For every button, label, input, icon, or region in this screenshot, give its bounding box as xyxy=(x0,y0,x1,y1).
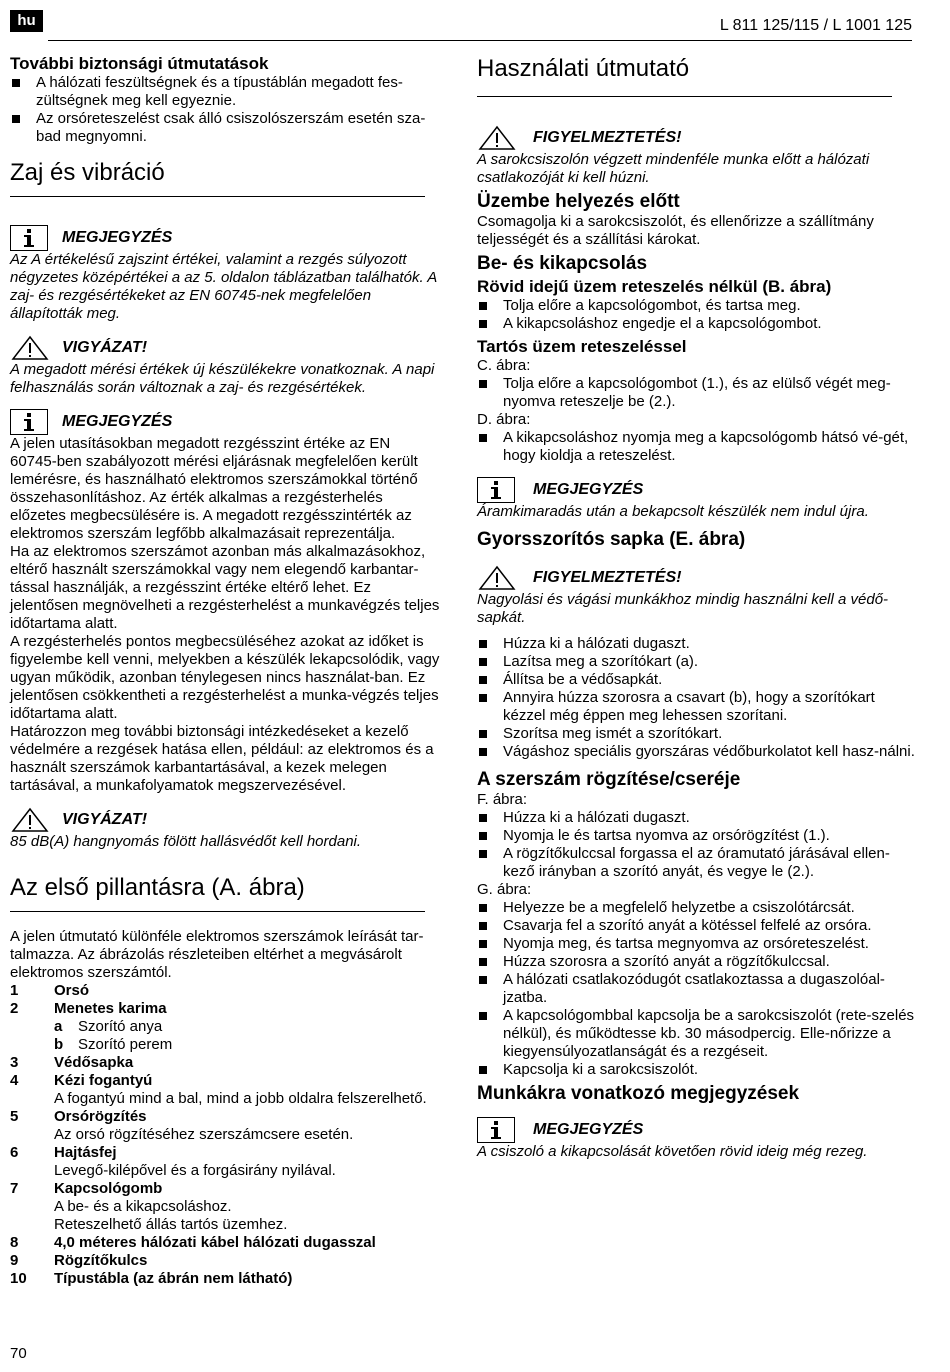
warning-triangle-icon xyxy=(10,807,50,833)
part-name: Rögzítőkulcs xyxy=(54,1252,148,1269)
part-number: 9 xyxy=(10,1252,19,1269)
section-rule xyxy=(10,196,425,197)
part-description: Az orsó rögzítéséhez szerszámcsere esetén. xyxy=(54,1126,354,1143)
note-text: A csiszoló a kikapcsolását követően rövid ideig még rezeg. xyxy=(477,1143,868,1160)
part-number: 3 xyxy=(10,1054,19,1071)
part-description: Reteszelhető állás tartós üzemhez. xyxy=(54,1216,288,1233)
figure-reference: C. ábra: xyxy=(477,357,531,374)
note-header xyxy=(10,409,440,435)
short-operation-title: Rövid idejű üzem reteszelés nélkül (B. ábra) xyxy=(477,277,832,296)
caution-header xyxy=(10,807,440,833)
figure-reference: F. ábra: xyxy=(477,791,528,808)
continuous-operation-title: Tartós üzem reteszeléssel xyxy=(477,337,687,356)
startup-text: Csomagolja ki a sarokcsiszolót, és ellenőrizze a szállítmány teljességét és a szállítási károkat. xyxy=(477,213,874,248)
caution-label: VIGYÁZAT! xyxy=(62,339,148,356)
noise-title: Zaj és vibráció xyxy=(10,159,165,186)
part-description: A be- és a kikapcsoláshoz. xyxy=(54,1198,232,1215)
page-number: 70 xyxy=(10,1345,27,1362)
vibration-paragraph: Határozzon meg további biztonsági intézkedéseket a kezelő védelmére a rezgések hatása ellen, például: az elektromos és a használt szerszámok karbantartásával, a kezek melegen tartásával, a munkafolyamatok megszervezésével. xyxy=(10,723,434,794)
note-label: MEGJEGYZÉS xyxy=(533,481,644,498)
chuck-title: Gyorsszorítós sapka (E. ábra) xyxy=(477,529,746,550)
vibration-paragraph: Ha az elektromos szerszámot azonban más alkalmazásokhoz, eltérő használt szerszámokkal vagy nem elegendő karbantar-tással használják, a rezgésszint értéke eltérő lehet. Ez jelentősen megnövelheti a rezgésterhelést a munkavégzés teljes időtartama alatt. xyxy=(10,543,440,632)
list-item: Szorítsa meg ismét a szorítókart. xyxy=(477,725,917,743)
list-item: Nyomja le és tartsa nyomva az orsórögzítést (1.). xyxy=(477,827,917,845)
part-name: Kapcsológomb xyxy=(54,1180,163,1197)
info-icon xyxy=(10,409,48,435)
note-label: MEGJEGYZÉS xyxy=(62,413,173,430)
part-number: 5 xyxy=(10,1108,19,1125)
list-item xyxy=(10,1000,440,1018)
work-notes-title: Munkákra vonatkozó megjegyzések xyxy=(477,1083,800,1104)
list-item xyxy=(10,1054,440,1072)
list-item: Állítsa be a védősapkát. xyxy=(477,671,917,689)
sub-item xyxy=(10,1036,440,1054)
list-item: Tolja előre a kapcsológombot, és tartsa meg. xyxy=(477,297,917,315)
list-item: Lazítsa meg a szorítókart (a). xyxy=(477,653,917,671)
startup-title: Üzembe helyezés előtt xyxy=(477,191,680,212)
list-item xyxy=(10,1144,440,1162)
language-badge: hu xyxy=(10,10,43,32)
part-name: Menetes karima xyxy=(54,1000,167,1017)
left-column xyxy=(10,54,440,1288)
model-number: L 811 125/115 / L 1001 125 xyxy=(719,17,912,34)
caution-header xyxy=(10,335,440,361)
figure-reference: G. ábra: xyxy=(477,881,532,898)
part-name: Kézi fogantyú xyxy=(54,1072,153,1089)
warning-triangle-icon xyxy=(10,335,50,361)
list-item xyxy=(10,1270,440,1288)
caution-text: 85 dB(A) hangnyomás fölött hallásvédőt kell hordani. xyxy=(10,833,362,850)
vibration-paragraph: A jelen utasításokban megadott rezgésszint értéke az EN 60745-ben szabályozott mérési eljárásnak megfelelően került lemérésre, és használható elektromos szerszámokkal történő összehasonlításhoz. Az érték alkalmas a rezgésterhelés előzetes megbecsülésére is. A megadott rezgésszintérték az elektromos szerszám legfőbb alkalmazásait reprezentálja. xyxy=(10,435,418,542)
right-column xyxy=(477,54,917,1161)
list-item: A hálózati csatlakozódugót csatlakoztassa a dugaszolóal-jzatba. xyxy=(477,971,917,1007)
part-number: 4 xyxy=(10,1072,19,1089)
note-label: MEGJEGYZÉS xyxy=(533,1121,644,1138)
part-number: 2 xyxy=(10,1000,19,1017)
list-item: Csavarja fel a szorító anyát a kötéssel felfelé az orsóra. xyxy=(477,917,917,935)
list-item: Vágáshoz speciális gyorszáras védőburkolatot kell hasz-nálni. xyxy=(477,743,917,761)
sub-value: Szorító anya xyxy=(78,1018,163,1035)
part-name: 4,0 méteres hálózati kábel hálózati dugasszal xyxy=(54,1234,376,1251)
header-rule xyxy=(48,40,912,41)
sub-value: Szorító perem xyxy=(78,1036,173,1053)
list-item: Húzza ki a hálózati dugaszt. xyxy=(477,635,917,653)
part-name: Hajtásfej xyxy=(54,1144,117,1161)
list-item: A rögzítőkulccsal forgassa el az óramutató járásával ellen-kező irányban a szorító anyát, és vegye le (2.). xyxy=(477,845,917,881)
part-name: Orsórögzítés xyxy=(54,1108,147,1125)
safety-list xyxy=(10,74,440,146)
part-number: 8 xyxy=(10,1234,19,1251)
list-item: Kapcsolja ki a sarokcsiszolót. xyxy=(477,1061,917,1079)
continuous-list xyxy=(477,429,917,465)
part-name: Típustábla (az ábrán nem látható) xyxy=(54,1270,293,1287)
list-item: Húzza szorosra a szorító anyát a rögzítőkulccsal. xyxy=(477,953,917,971)
list-item xyxy=(10,1072,440,1090)
list-item xyxy=(10,1108,440,1126)
part-number: 6 xyxy=(10,1144,19,1161)
note-header xyxy=(10,225,440,251)
usage-title: Használati útmutató xyxy=(477,55,690,82)
list-item: Húzza ki a hálózati dugaszt. xyxy=(477,809,917,827)
tool-list-g xyxy=(477,899,917,1079)
warning-text: Nagyolási és vágási munkákhoz mindig használni kell a védő-sapkát. xyxy=(477,591,889,626)
list-item xyxy=(10,982,440,1000)
sub-item xyxy=(10,1018,440,1036)
info-icon xyxy=(477,477,515,503)
glance-intro: A jelen útmutató különféle elektromos szerszámok leírását tar-talmazza. Az ábrázolás részleteiben eltérhet a megvásárolt elektromos szerszámtól. xyxy=(10,928,424,981)
warning-header xyxy=(477,565,917,591)
warning-label: FIGYELMEZTETÉS! xyxy=(533,129,682,146)
tool-list-f xyxy=(477,809,917,881)
safety-title: További biztonsági útmutatások xyxy=(10,54,269,73)
note-header xyxy=(477,1117,917,1143)
info-icon xyxy=(477,1117,515,1143)
section-rule xyxy=(477,96,892,97)
part-description: Levegő-kilépővel és a forgásirány nyilával. xyxy=(54,1162,336,1179)
caution-label: VIGYÁZAT! xyxy=(62,811,148,828)
figure-reference: D. ábra: xyxy=(477,411,531,428)
warning-label: FIGYELMEZTETÉS! xyxy=(533,569,682,586)
part-number: 10 xyxy=(10,1270,27,1287)
part-name: Orsó xyxy=(54,982,90,999)
list-item: Helyezze be a megfelelő helyzetbe a csiszolótárcsát. xyxy=(477,899,917,917)
onoff-title: Be- és kikapcsolás xyxy=(477,253,648,274)
list-item: Nyomja meg, és tartsa megnyomva az orsóreteszelést. xyxy=(477,935,917,953)
note-label: MEGJEGYZÉS xyxy=(62,229,173,246)
sub-key: b xyxy=(54,1036,64,1053)
warning-header xyxy=(477,125,917,151)
list-item: A hálózati feszültségnek és a típustáblán megadott fes-zültségnek meg kell egyeznie. xyxy=(10,74,440,110)
note-text: Az A értékelésű zajszint értékei, valamint a rezgés súlyozott négyzetes középértékei a az 5. oldalon táblázatban találhatók. A zaj- és rezgésértékeket az EN 60745-nek megfelelően állapították meg. xyxy=(10,251,437,322)
list-item xyxy=(10,1234,440,1252)
list-item: A kikapcsoláshoz engedje el a kapcsológombot. xyxy=(477,315,917,333)
parts-list xyxy=(10,982,440,1288)
warning-triangle-icon xyxy=(477,125,517,151)
chuck-list xyxy=(477,635,917,761)
part-number: 1 xyxy=(10,982,19,999)
note-text: Áramkimaradás után a bekapcsolt készülék nem indul újra. xyxy=(477,503,869,520)
list-item xyxy=(10,1252,440,1270)
caution-text: A megadott mérési értékek új készülékekre vonatkoznak. A napi felhasználás során változnak a zaj- és rezgésértékek. xyxy=(10,361,435,396)
continuous-list xyxy=(477,375,917,411)
glance-title: Az első pillantásra (A. ábra) xyxy=(10,874,305,901)
tool-title: A szerszám rögzítése/cseréje xyxy=(477,769,741,790)
warning-text: A sarokcsiszolón végzett mindenféle munka előtt a hálózati csatlakozóját ki kell húzni. xyxy=(477,151,870,186)
list-item xyxy=(10,1180,440,1198)
list-item: Az orsóreteszelést csak álló csiszolószerszám esetén sza-bad megnyomni. xyxy=(10,110,440,146)
info-icon xyxy=(10,225,48,251)
part-name: Védősapka xyxy=(54,1054,134,1071)
list-item: Tolja előre a kapcsológombot (1.), és az elülső végét meg-nyomva reteszelje be (2.). xyxy=(477,375,917,411)
list-item: Annyira húzza szorosra a csavart (b), hogy a szorítókart kézzel még éppen meg lehessen szorítani. xyxy=(477,689,917,725)
vibration-paragraph: A rezgésterhelés pontos megbecsüléséhez azokat az időket is figyelembe kell venni, melyekben a készülék lekapcsolódik, vagy ugyan működik, azonban ténylegesen nincs használat-ban. Ez jelentősen csökkentheti a rezgésterhelést a munka-végzés teljes időtartama alatt. xyxy=(10,633,440,722)
note-header xyxy=(477,477,917,503)
warning-triangle-icon xyxy=(477,565,517,591)
part-description: A fogantyú mind a bal, mind a jobb oldalra felszerelhető. xyxy=(54,1090,427,1107)
short-operation-list xyxy=(477,297,917,333)
list-item: A kikapcsoláshoz nyomja meg a kapcsológomb hátsó vé-gét, hogy kioldja a reteszelést. xyxy=(477,429,917,465)
part-number: 7 xyxy=(10,1180,19,1197)
sub-key: a xyxy=(54,1018,63,1035)
list-item: A kapcsológombbal kapcsolja be a sarokcsiszolót (rete-szelés nélkül), és működtesse kb. 30 másodpercig. Elle-nőrizze a kiegyensúlyozatlanságát és a rezgéseit. xyxy=(477,1007,917,1061)
